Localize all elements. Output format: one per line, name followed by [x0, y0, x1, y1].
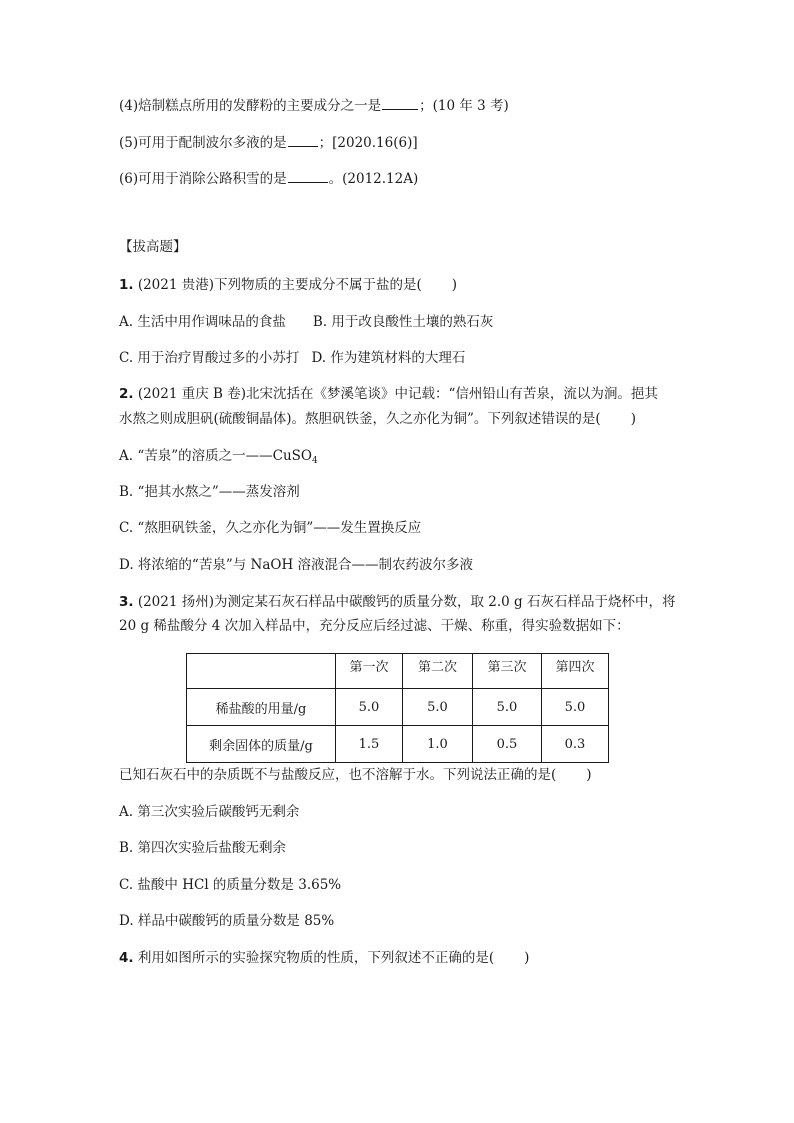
table-header-row: [187, 654, 609, 689]
table-header-cell: [187, 654, 336, 689]
table-cell: 1.0: [403, 726, 473, 763]
question-1-options-ab: [119, 312, 493, 332]
fill-item-6: [119, 168, 418, 189]
option-d[interactable]: D. 作为建筑材料的大理石: [311, 350, 466, 366]
question-text: 利用如图所示的实验探究物质的性质，下列叙述不正确的是(: [137, 950, 495, 966]
question-3-condition: [119, 765, 592, 785]
option-b[interactable]: B. “挹其水熬之”——蒸发溶剂: [119, 484, 300, 500]
question-3-stem-line2: 20 g 稀盐酸分 4 次加入样品中，充分反应后经过滤、干燥、称重，得实验数据如下：: [119, 618, 630, 634]
option-c[interactable]: C. 用于治疗胃酸过多的小苏打: [119, 350, 300, 366]
fill-item-6-text: (6)可用于消除公路积雪的是: [119, 171, 287, 187]
answer-blank[interactable]: [288, 168, 328, 183]
question-text: (2021 扬州)为测定某石灰石样品中碳酸钙的质量分数，取 2.0 g 石灰石样品于烧杯中，将: [137, 594, 676, 610]
question-4-stem: [119, 948, 529, 968]
question-1-options-cd: [119, 348, 465, 368]
option-c[interactable]: C. “熬胆矾铁釜，久之亦化为铜”——发生置换反应: [119, 520, 422, 536]
option-c[interactable]: C. 盐酸中 HCl 的质量分数是 3.65%: [119, 877, 342, 893]
table-row: [187, 689, 609, 726]
answer-blank[interactable]: [382, 95, 418, 110]
option-a[interactable]: A. 生活中用作调味品的食盐: [119, 314, 286, 330]
question-text: (2021 贵港)下列物质的主要成分不属于盐的是(: [137, 277, 422, 293]
option-a[interactable]: [119, 446, 318, 471]
answer-blank[interactable]: [288, 132, 318, 147]
fill-item-4-source: ；(10 年 3 考): [419, 98, 509, 114]
paren-close: ): [586, 767, 592, 783]
option-d[interactable]: D. 样品中碳酸钙的质量分数是 85%: [119, 913, 335, 929]
question-text: (2021 重庆 B 卷)北宋沈括在《梦溪笔谈》中记载：“信州铅山有苦泉，流以为涧。挹其: [137, 386, 658, 402]
subscript: 4: [311, 456, 318, 466]
question-number: 2.: [119, 386, 134, 402]
question-3-stem-line1: [119, 592, 676, 612]
question-text: 已知石灰石中的杂质既不与盐酸反应，也不溶解于水。下列说法正确的是(: [119, 767, 557, 783]
table-cell: 1.5: [336, 726, 403, 763]
table-header-cell: 第四次: [542, 654, 609, 689]
question-1-stem: [119, 275, 457, 295]
fill-item-4-text: (4)焙制糕点所用的发酵粉的主要成分之一是: [119, 98, 382, 114]
fill-item-5-text: (5)可用于配制波尔多液的是: [119, 135, 287, 151]
question-number: 4.: [119, 950, 134, 966]
question-2-stem-line2: [119, 409, 636, 429]
table-row-label: 稀盐酸的用量/g: [187, 689, 336, 726]
question-text: 水熬之则成胆矾(硫酸铜晶体)。熬胆矾铁釜，久之亦化为铜”。下列叙述错误的是(: [119, 411, 601, 427]
table-cell: 5.0: [473, 689, 542, 726]
paren-close: ): [524, 950, 530, 966]
fill-item-4: [119, 95, 509, 116]
option-a-text: A. “苦泉”的溶质之一——CuSO: [119, 448, 312, 464]
option-d[interactable]: D. 将浓缩的“苦泉”与 NaOH 溶液混合——制农药波尔多液: [119, 557, 474, 573]
fill-item-5-source: ；[2020.16(6)]: [318, 135, 418, 151]
table-row: [187, 726, 609, 763]
option-b[interactable]: B. 第四次实验后盐酸无剩余: [119, 840, 287, 856]
table-cell: 5.0: [336, 689, 403, 726]
section-title: 【拔高题】: [119, 239, 187, 255]
fill-item-6-source: 。(2012.12A): [328, 171, 419, 187]
table-header-cell: 第一次: [336, 654, 403, 689]
question-number: 1.: [119, 277, 134, 293]
paren-close: ): [451, 277, 458, 293]
table-cell: 5.0: [403, 689, 473, 726]
option-b[interactable]: B. 用于改良酸性土壤的熟石灰: [312, 314, 494, 330]
table-cell: 0.5: [473, 726, 542, 763]
table-header-cell: 第三次: [473, 654, 542, 689]
table-row-label: 剩余固体的质量/g: [187, 726, 336, 763]
fill-item-5: [119, 132, 418, 153]
data-table: [186, 653, 609, 763]
option-a[interactable]: A. 第三次实验后碳酸钙无剩余: [119, 804, 300, 820]
question-2-stem-line1: [119, 384, 658, 404]
table-cell: 5.0: [542, 689, 609, 726]
table-header-cell: 第二次: [403, 654, 473, 689]
question-number: 3.: [119, 594, 134, 610]
table-cell: 0.3: [542, 726, 609, 763]
paren-close: ): [630, 411, 636, 427]
